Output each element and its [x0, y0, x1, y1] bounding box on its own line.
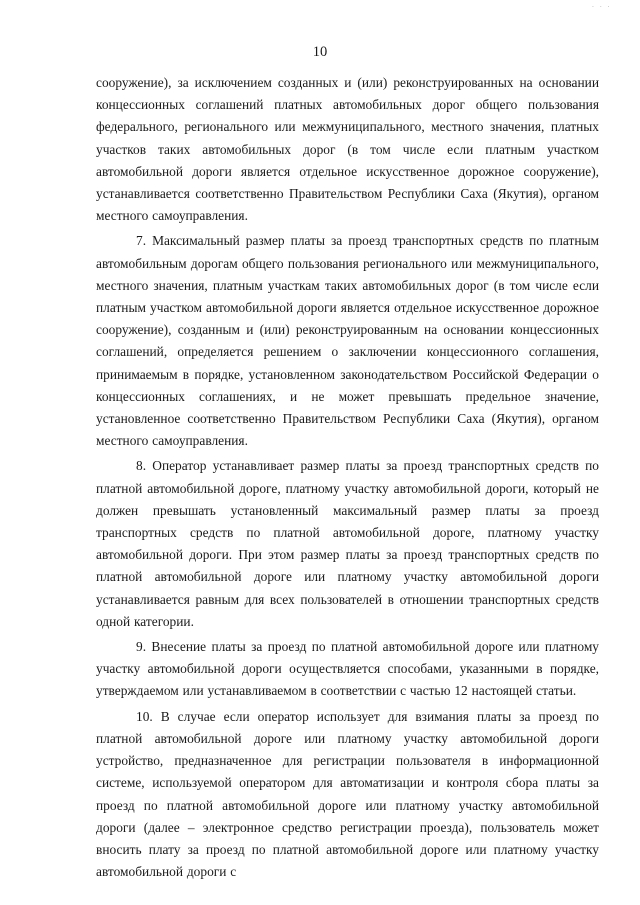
paragraph-continuation: сооружение), за исключением созданных и (или) реконструированных на основании концессионных соглашений платных автомобильных дорог общего пользования федерального, регионального или межмуниципального, местного значения, платных участков таких автомобильных дорог (в том числе если платным участком автомобильной дороги является отдельное искусственное дорожное сооружение), устанавливается соответственно Правительством Республики Саха (Якутия), органом местного самоуправления.	[96, 75, 599, 224]
paragraph-7: 7. Максимальный размер платы за проезд транспортных средств по платным автомобильным дорогам общего пользования регионального или межмуниципального, местного значения, платным участкам таких автомобильных дорог (в том числе если платным участком автомобильной дороги является отдельное искусственное дорожное сооружение), созданным и (или) реконструированным на основании концессионных соглашений, определяется решением о заключении концессионного соглашения, принимаемым в порядке, установленном законодательством Российской Федерации о концессионных соглашениях, и не может превышать предельное значение, установленное соответственно Правительством Республики Саха (Якутия), органом местного самоуправления.	[96, 233, 599, 449]
corner-mark: · · ·	[592, 4, 612, 11]
page-number: 10	[312, 44, 328, 60]
document-body	[96, 72, 599, 883]
paragraph-9: 9. Внесение платы за проезд по платной автомобильной дороге или платному участку автомобильной дороги осуществляется способами, указанными в порядке, утверждаемом или устанавливаемом в соответствии с частью 12 настоящей статьи.	[96, 639, 599, 699]
paragraph-8: 8. Оператор устанавливает размер платы за проезд транспортных средств по платной автомобильной дороге, платному участку автомобильной дороги, который не должен превышать установленный максимальный размер платы за проезд транспортных средств по платной автомобильной дороге, платному участку автомобильной дороги. При этом размер платы за проезд транспортных средств по платной автомобильной дороге или платному участку автомобильной дороги устанавливается равным для всех пользователей в отношении транспортных средств одной категории.	[96, 458, 599, 629]
paragraph-10: 10. В случае если оператор использует для взимания платы за проезд по платной автомобильной дороге или платному участку автомобильной дороги устройство, предназначенное для регистрации пользователя в информационной системе, используемой оператором для автоматизации и контроля сбора платы за проезд по платной автомобильной дороге или платному участку автомобильной дороги (далее – электронное средство регистрации проезда), пользователь может вносить плату за проезд по платной автомобильной дороге или платному участку автомобильной дороги с	[96, 708, 599, 880]
